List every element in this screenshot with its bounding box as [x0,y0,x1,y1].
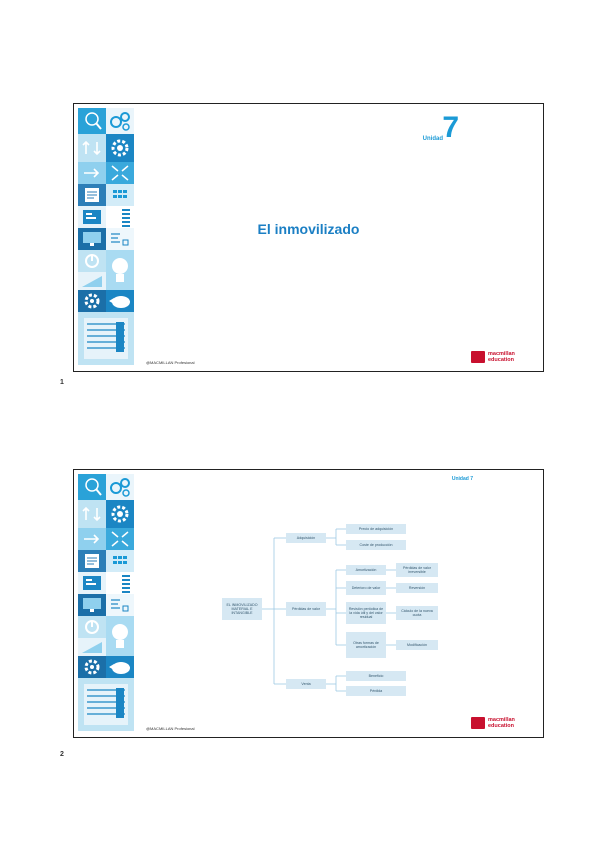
search-magnifier-icon [78,108,106,134]
table-icon [106,550,134,572]
gears-icon [106,474,134,500]
node-otras-formas: Otras formas de amortización [346,632,386,658]
slide-1 [73,103,544,372]
slope-chart-icon [78,638,106,656]
lightbulb-icon [106,616,134,656]
detail-perdidas-irreversible: Pérdidas de valor irreversible [396,563,438,577]
macmillan-logo [471,715,533,731]
gear-icon [106,500,134,528]
page-number-1: 1 [60,379,64,386]
node-coste-produccion: Coste de producción [346,540,406,550]
lines-icon [106,594,134,616]
branch-venta: Venta [286,679,326,689]
macmillan-logo [471,349,533,365]
detail-modificacion: Modificación [396,640,438,650]
form-icon [78,572,106,594]
unit-label: Unidad 7 [451,476,473,482]
slide-title: El inmovilizado [257,221,360,237]
chart-icon [78,616,106,638]
page-number-2: 2 [60,751,64,758]
branch-perdidas-valor: Pérdidas de valor [286,602,326,616]
branch-adquisicion: Adquisición [286,533,326,543]
list-icon [106,572,134,594]
footer-copyright: @MACMILLAN Profesional [146,726,195,731]
spreadsheet-icon [78,312,134,365]
settings-gear-icon [78,656,106,678]
decorative-icon-strip [78,108,134,367]
logo-text-line2: education [488,357,514,363]
gears-icon [106,108,134,134]
macmillan-logo-icon [471,351,485,363]
spreadsheet-icon [78,678,134,731]
macmillan-logo-icon [471,717,485,729]
compress-arrows-icon [106,162,134,184]
settings-gear-icon [78,290,106,312]
logo-text-line1: macmillan [488,351,515,357]
logo-text-line1: macmillan [488,717,515,723]
gear-icon [106,134,134,162]
node-amortizacion: Amortización [346,565,386,575]
lightbulb-icon [106,250,134,290]
arrows-icon [78,134,106,162]
footer-copyright: @MACMILLAN Profesional [146,360,195,365]
node-precio-adquisicion: Precio de adquisición [346,524,406,534]
node-beneficio: Beneficio [346,671,406,681]
detail-reversion: Reversión [396,583,438,593]
node-perdida: Pérdida [346,686,406,696]
table-icon [106,184,134,206]
piggy-bank-icon [106,656,134,678]
decorative-icon-strip [78,474,134,733]
slope-chart-icon [78,272,106,290]
unit-number: 7 [442,111,459,144]
search-magnifier-icon [78,474,106,500]
compress-arrows-icon [106,528,134,550]
node-deterioro-valor: Deterioro de valor [346,581,386,595]
chart-icon [78,250,106,272]
unit-label: Unidad [422,136,443,142]
diagram-root: EL INMOVILIZADO MATERIAL E INTANGIBLE [222,598,262,620]
detail-nueva-cuota: Cálculo de la nueva cuota [396,606,438,620]
piggy-bank-icon [106,290,134,312]
arrows-icon [78,500,106,528]
document-icon [78,184,106,206]
arrow-right-icon [78,528,106,550]
arrow-right-icon [78,162,106,184]
slide-2 [73,469,544,738]
document-icon [78,550,106,572]
logo-text-line2: education [488,723,514,729]
monitor-icon [78,594,106,616]
node-revision-periodica: Revisión periódica de la vida útil y del valor residual [346,602,386,624]
